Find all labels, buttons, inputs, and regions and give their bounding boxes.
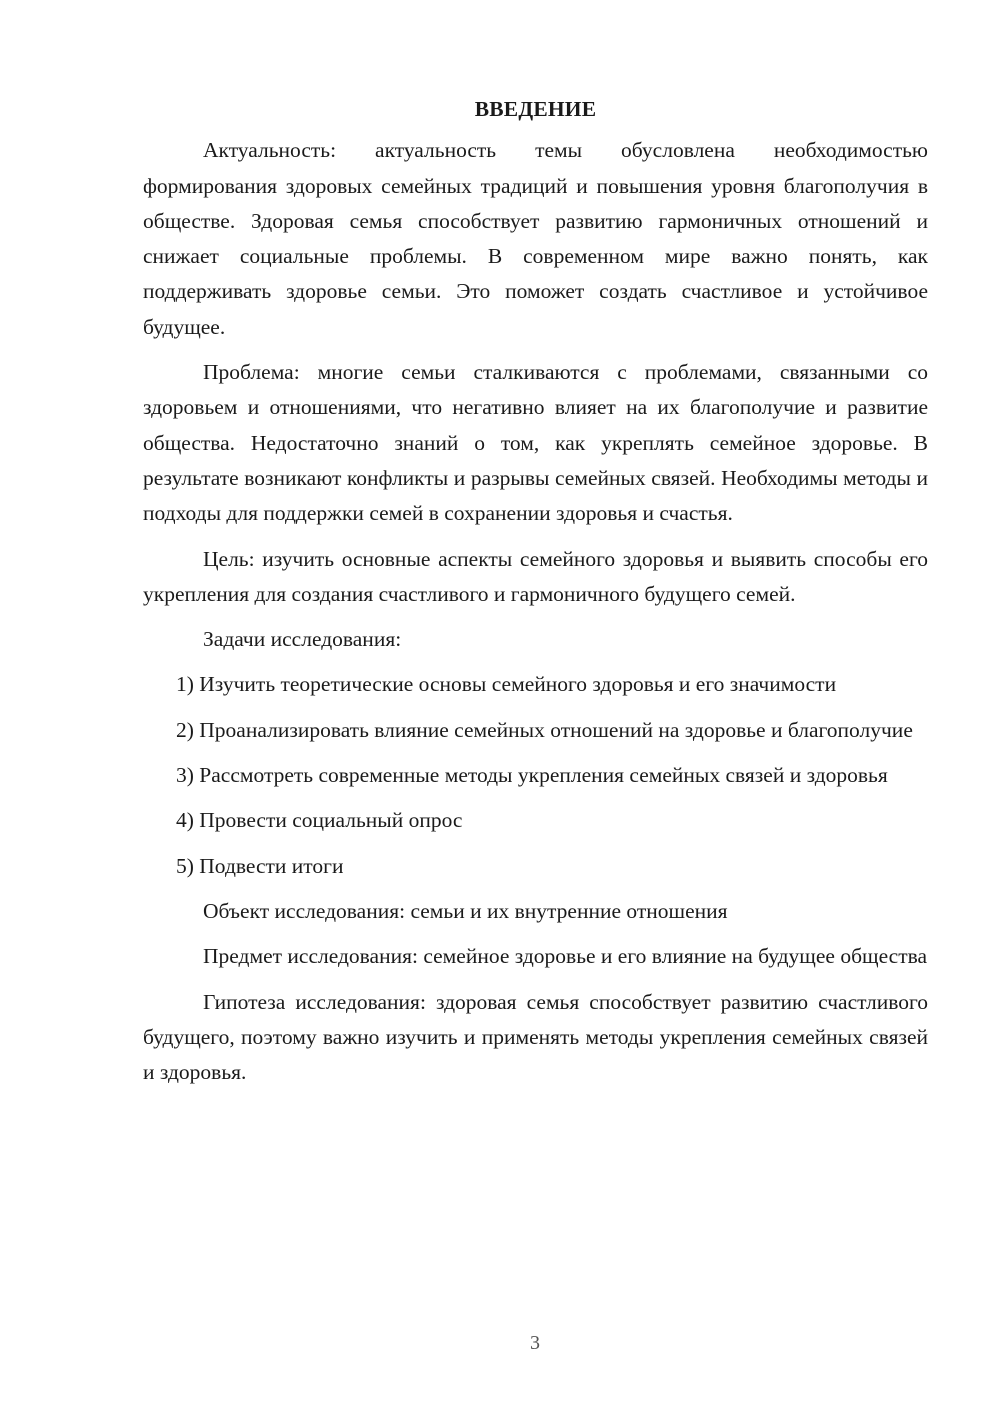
task-item-3: 3) Рассмотреть современные методы укрепления семейных связей и здоровья bbox=[176, 763, 888, 788]
paragraph-hypothesis: Гипотеза исследования: здоровая семья способствует развитию счастливого будущего, поэтому важно изучить и применять методы укрепления семейных связей и здоровья. bbox=[143, 989, 928, 1085]
task-item-2: 2) Проанализировать влияние семейных отношений на здоровье и благополучие bbox=[176, 717, 913, 742]
tasks-heading: Задачи исследования: bbox=[203, 627, 402, 652]
paragraph-goal: Цель: изучить основные аспекты семейного здоровья и выявить способы его укрепления для создания счастливого и гармоничного будущего семей. bbox=[143, 546, 928, 606]
paragraph-subject: Предмет исследования: семейное здоровье и его влияние на будущее общества bbox=[203, 944, 927, 969]
paragraph-relevance: Актуальность: актуальность темы обусловлена необходимостью формирования здоровых семейных традиций и повышения уровня благополучия в обществе. Здоровая семья способствует развитию гармоничных отношений и снижает социальные проблемы. В современном мире важно понять, как поддерживать здоровье семьи. Это поможет создать счастливое и устойчивое будущее. bbox=[143, 138, 928, 339]
paragraph-problem: Проблема: многие семьи сталкиваются с проблемами, связанными со здоровьем и отношениями, что негативно влияет на их благополучие и развитие общества. Недостаточно знаний о том, как укреплять семейное здоровье. В результате возникают конфликты и разрывы семейных связей. Необходимы методы и подходы для поддержки семей в сохранении здоровья и счастья. bbox=[143, 360, 928, 526]
task-item-5: 5) Подвести итоги bbox=[176, 853, 344, 878]
page-number: 3 bbox=[530, 1332, 540, 1354]
section-title: ВВЕДЕНИЕ bbox=[474, 97, 597, 121]
paragraph-object: Объект исследования: семьи и их внутренние отношения bbox=[203, 898, 728, 923]
task-item-1: 1) Изучить теоретические основы семейного здоровья и его значимости bbox=[176, 672, 837, 697]
task-item-4: 4) Провести социальный опрос bbox=[176, 808, 463, 833]
document-page bbox=[143, 92, 928, 1100]
